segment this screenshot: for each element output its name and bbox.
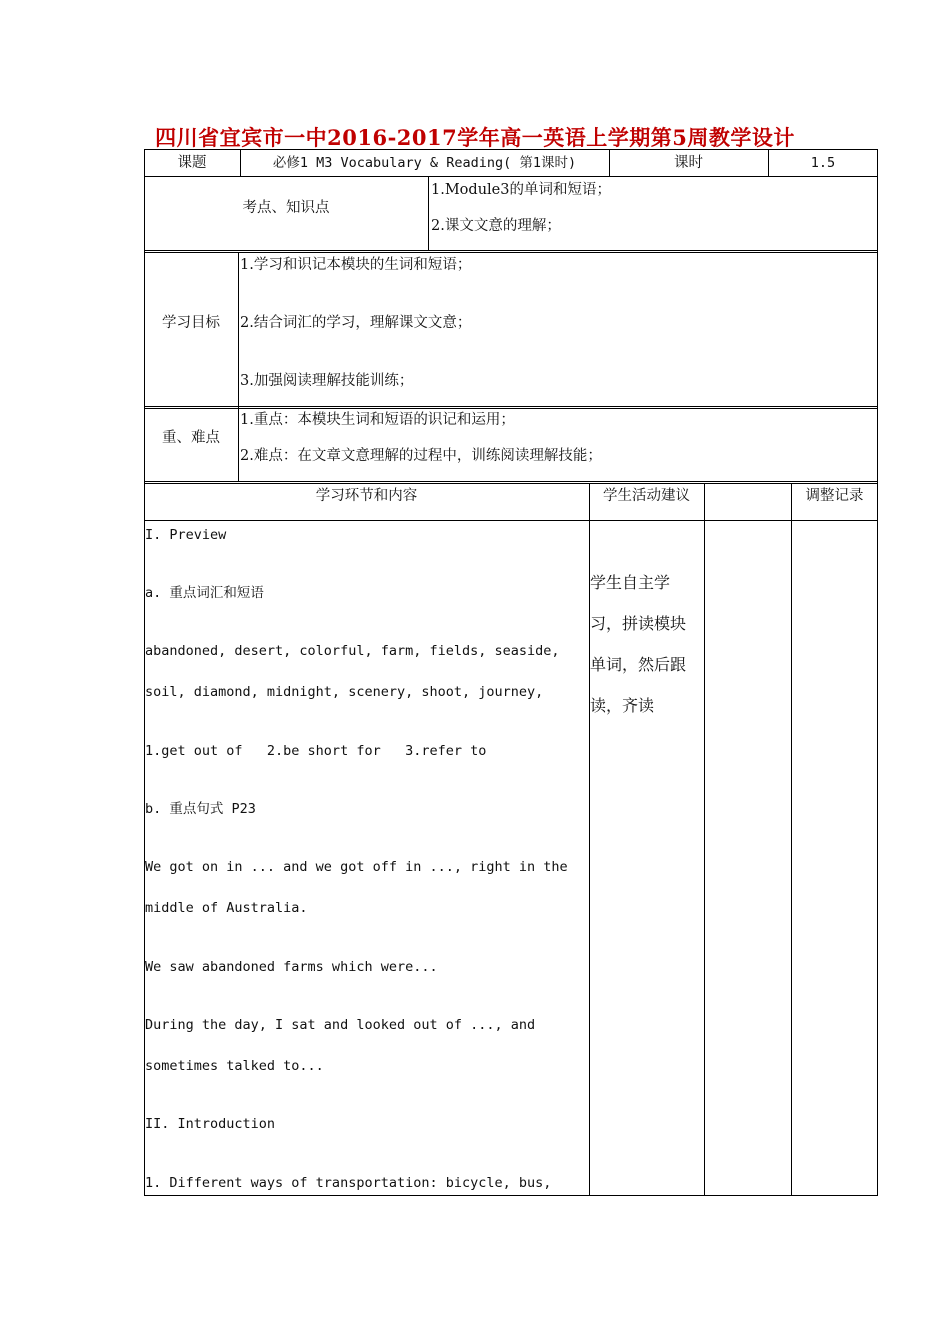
col-divider <box>704 483 705 1196</box>
row-divider <box>144 520 878 521</box>
content-line: We got on in ... and we got off in ..., right in the <box>145 859 568 875</box>
col-divider <box>791 483 792 1196</box>
row-divider <box>144 176 878 177</box>
row-divider <box>144 483 878 484</box>
objective-item: 1.学习和识记本模块的生词和短语； <box>240 257 472 273</box>
period-label: 课时 <box>674 155 703 171</box>
col-divider <box>238 252 239 481</box>
content-line: 1. Different ways of transportation: bicycle, bus, <box>145 1175 552 1191</box>
content-line: abandoned, desert, colorful, farm, fields, seaside, <box>145 643 560 659</box>
knowledge-item: 2.课文文意的理解； <box>431 218 561 234</box>
activity-line: 单词，然后跟 <box>590 655 687 674</box>
content-line: b. 重点句式 P23 <box>145 801 256 817</box>
row-divider <box>144 481 878 482</box>
content-line: soil, diamond, midnight, scenery, shoot, journey, <box>145 684 544 700</box>
topic-value: 必修1 M3 Vocabulary & Reading( 第1课时) <box>272 155 577 171</box>
column-header-content: 学习环节和内容 <box>315 488 418 504</box>
content-line: During the day, I sat and looked out of ..., and <box>145 1017 536 1033</box>
key-point-item: 2.难点：在文章文意理解的过程中，训练阅读理解技能； <box>240 448 602 464</box>
content-line: II. Introduction <box>145 1116 276 1132</box>
row-divider <box>144 252 878 253</box>
knowledge-item: 1.Module3的单词和短语； <box>431 182 611 198</box>
activity-line: 学生自主学 <box>590 573 671 592</box>
objectives-label: 学习目标 <box>162 315 220 331</box>
content-line: I. Preview <box>145 527 227 543</box>
col-divider <box>428 176 429 250</box>
row-divider <box>144 408 878 409</box>
content-line: 1.get out of 2.be short for 3.refer to <box>145 743 487 759</box>
row-divider <box>144 406 878 407</box>
key-points-label: 重、难点 <box>162 430 220 446</box>
content-line: We saw abandoned farms which were... <box>145 959 438 975</box>
activity-line: 习，拼读模块 <box>590 614 687 633</box>
row-divider <box>144 250 878 251</box>
column-header-adjust: 调整记录 <box>805 488 864 504</box>
key-point-item: 1.重点：本模块生词和短语的识记和运用； <box>240 412 515 428</box>
content-line: middle of Australia. <box>145 900 308 916</box>
topic-label: 课题 <box>177 155 207 171</box>
objective-item: 2.结合词汇的学习，理解课文文意； <box>240 315 472 331</box>
lesson-plan-table <box>144 149 878 1196</box>
column-header-activity: 学生活动建议 <box>603 488 690 504</box>
knowledge-label: 考点、知识点 <box>242 200 330 216</box>
activity-line: 读，齐读 <box>590 696 655 715</box>
document-title: 四川省宜宾市一中2016-2017学年高一英语上学期第5周教学设计 <box>155 125 795 150</box>
period-value: 1.5 <box>810 155 836 171</box>
objective-item: 3.加强阅读理解技能训练； <box>240 373 414 389</box>
content-line: sometimes talked to... <box>145 1058 324 1074</box>
content-line: a. 重点词汇和短语 <box>145 585 264 601</box>
